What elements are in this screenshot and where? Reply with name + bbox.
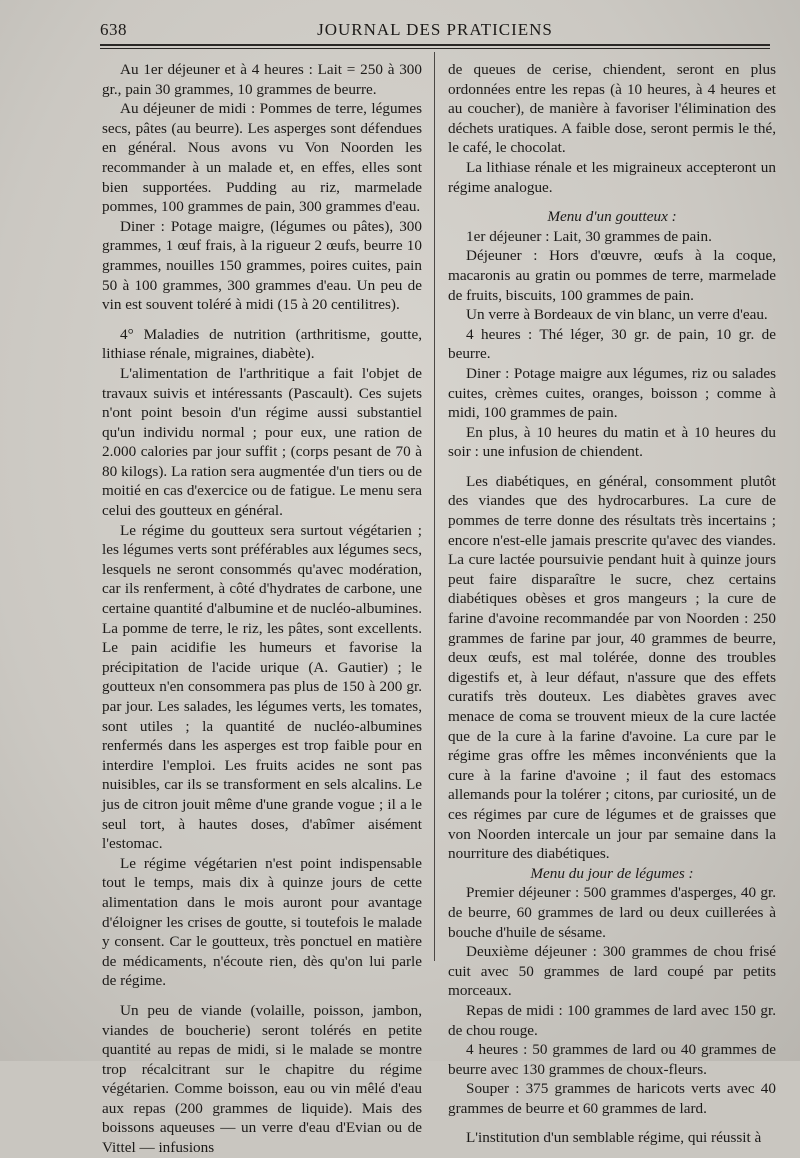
page-number: 638	[100, 20, 127, 39]
paragraph: L'alimentation de l'arthritique a fait l'objet de travaux suivis et intéressants (Pascault). Ces sujets n'ont point besoin d'un régime aussi substantiel qu'un individu normal ; pour eux, une ration de 2.000 calories par jour suffit ; (corps pesant de 70 à 80 kilogs). La ration sera augmentée d'un tiers ou de moitié en cas d'exercice ou de fatigue. Le menu sera celui des goutteux en général.	[102, 364, 422, 520]
menu-item: Diner : Potage maigre aux légumes, riz ou salades cuites, crèmes cuites, oranges, boisson ; comme à midi, 100 grammes de pain.	[448, 364, 776, 422]
paragraph: Au déjeuner de midi : Pommes de terre, légumes secs, pâtes (au beurre). Les asperges sont défendues en général. Nous avons vu Von Noorden les recommander à un malade et, en effes, elles sont bien supportées. Pudding au riz, marmelade pommes, 100 grammes de pain, 300 grammes d'eau.	[102, 100, 422, 216]
menu-item: 1er déjeuner : Lait, 30 grammes de pain.	[466, 227, 712, 245]
right-column	[448, 60, 776, 1148]
menu-item: Souper : 375 grammes de haricots verts avec 40 grammes de beurre et 60 grammes de lard.	[448, 1080, 776, 1117]
paragraph: L'institution d'un semblable régime, qui réussit à	[466, 1129, 762, 1147]
menu-item: Déjeuner : Hors d'œuvre, œufs à la coque, macaronis au gratin ou pommes de terre, marmelade de fruits, biscuits, 100 grammes de pain.	[448, 247, 776, 304]
journal-title: JOURNAL DES PRATICIENS	[317, 20, 553, 39]
paragraph: La lithiase rénale et les migraineux accepteront un régime analogue.	[448, 158, 776, 196]
left-column	[102, 60, 422, 1158]
menu-item: Premier déjeuner : 500 grammes d'asperges, 40 gr. de beurre, 60 grammes de lard ou deux cuillerées à bouche d'huile de sésame.	[448, 884, 776, 941]
paragraph: de queues de cerise, chiendent, seront en plus ordonnées entre les repas (à 10 heures, à 4 heures et au coucher), de manière à favoriser l'élimination des déchets uratiques. A faible dose, seront permis le thé, le café, le chocolat.	[448, 61, 776, 157]
header-rule-thin	[100, 48, 770, 49]
header-rule	[100, 44, 770, 46]
menu-item: Deuxième déjeuner : 300 grammes de chou frisé cuit avec 50 grammes de lard coupé par petits morceaux.	[448, 943, 776, 1000]
paragraph: Le régime végétarien n'est point indispensable tout le temps, mais dix à quinze jours de cette alimentation dans le mois auront pour avantage d'éloigner les crises de goutte, si toutefois le malade y consent. Car le goutteux, très ponctuel en matière de médicaments, n'écoute rien, dès qu'on lui parle de régime.	[102, 854, 422, 990]
menu-item: 4 heures : Thé léger, 30 gr. de pain, 10 gr. de beurre.	[448, 325, 776, 363]
column-divider	[434, 52, 435, 961]
paragraph: Au 1er déjeuner et à 4 heures : Lait = 250 à 300 gr., pain 30 grammes, 10 grammes de beurre.	[102, 61, 422, 98]
paragraph: Les diabétiques, en général, consomment plutôt des viandes que des hydrocarbures. La cure de pommes de terre donne des résultats très incertains ; encore n'est-elle jamais prescrite qu'avec des viandes. La cure lactée poursuivie pendant huit à quinze jours peut faire disparaître le sucre, chez certains diabétiques obèses et gros mangeurs ; la cure de farine d'avoine recommandée par von Noorden : 250 grammes de farine par jour, 40 grammes de beurre, deux œufs, est mal tolérée, donne des troubles digestifs et, à leur défaut, n'assure que des effets curatifs très douteux. Les diabètes graves avec menace de coma se trouvent mieux de la cure lactée que de la cure à la farine d'avoine. La cure par le régime gras offre les mêmes inconvénients que la cure à la farine d'avoine ; il faut des estomacs allemands pour la tolérer ; citons, par curiosité, un de ces régimes par cure de légumes et de graisses que von Noorden intercale un jour par semaine dans la nourriture des diabétiques.	[448, 472, 776, 863]
menu-item: Repas de midi : 100 grammes de lard avec 150 gr. de chou rouge.	[448, 1001, 776, 1039]
section-heading: 4° Maladies de nutrition (arthritisme, goutte, lithiase rénale, migraines, diabète).	[102, 325, 422, 363]
menu-title: Menu du jour de légumes :	[530, 864, 694, 882]
menu-title: Menu d'un goutteux :	[547, 208, 677, 226]
page-header	[100, 18, 770, 44]
menu-item: 4 heures : 50 grammes de lard ou 40 grammes de beurre avec 130 grammes de choux-fleurs.	[448, 1041, 776, 1078]
paragraph: Le régime du goutteux sera surtout végétarien ; les légumes verts sont préférables aux légumes secs, lesquels ne seront consommés qu'avec modération, car ils renferment, à côté d'hydrates de carbone, une certaine quantité d'albumine et de nucléo-albumines. La pomme de terre, le riz, les pâtes, sont excellents. Le pain acidifie les humeurs et favorise la précipitation de l'acide urique (A. Gautier) ; le goutteux n'en consommera pas plus de 150 à 200 gr. par jour. Les salades, les légumes verts, les tomates, sont utiles ; la quantité de nucléo-albumines renfermés dans les asperges est trop faible pour en interdire l'emploi. Les fruits acides ne sont pas nuisibles, car ils se transforment en sels alcalins. Le jus de citron jouit même d'une grande vogue ; il a le seul tort, à hautes doses, d'abîmer aisément l'estomac.	[102, 521, 422, 853]
menu-item: Un verre à Bordeaux de vin blanc, un verre d'eau.	[466, 306, 768, 324]
menu-item: En plus, à 10 heures du matin et à 10 heures du soir : une infusion de chiendent.	[448, 423, 776, 461]
paragraph: Diner : Potage maigre, (légumes ou pâtes), 300 grammes, 1 œuf frais, à la rigueur 2 œufs, beurre 10 grammes, nouilles 150 grammes, poires cuites, pain 50 à 100 grammes, 300 grammes d'eau. Un peu de vin est souvent toléré à midi (15 à 20 centilitres).	[102, 217, 422, 314]
paragraph: Un peu de viande (volaille, poisson, jambon, viandes de boucherie) seront tolérés en petite quantité au repas de midi, si le malade se montre trop récalcitrant sur le chapitre du régime végétarien. Comme boisson, eau ou vin mêlé d'eau aux repas (200 grammes de liquide). Mais des boissons aqueuses — un verre d'eau d'Evian ou de Vittel — infusions	[102, 1001, 422, 1157]
